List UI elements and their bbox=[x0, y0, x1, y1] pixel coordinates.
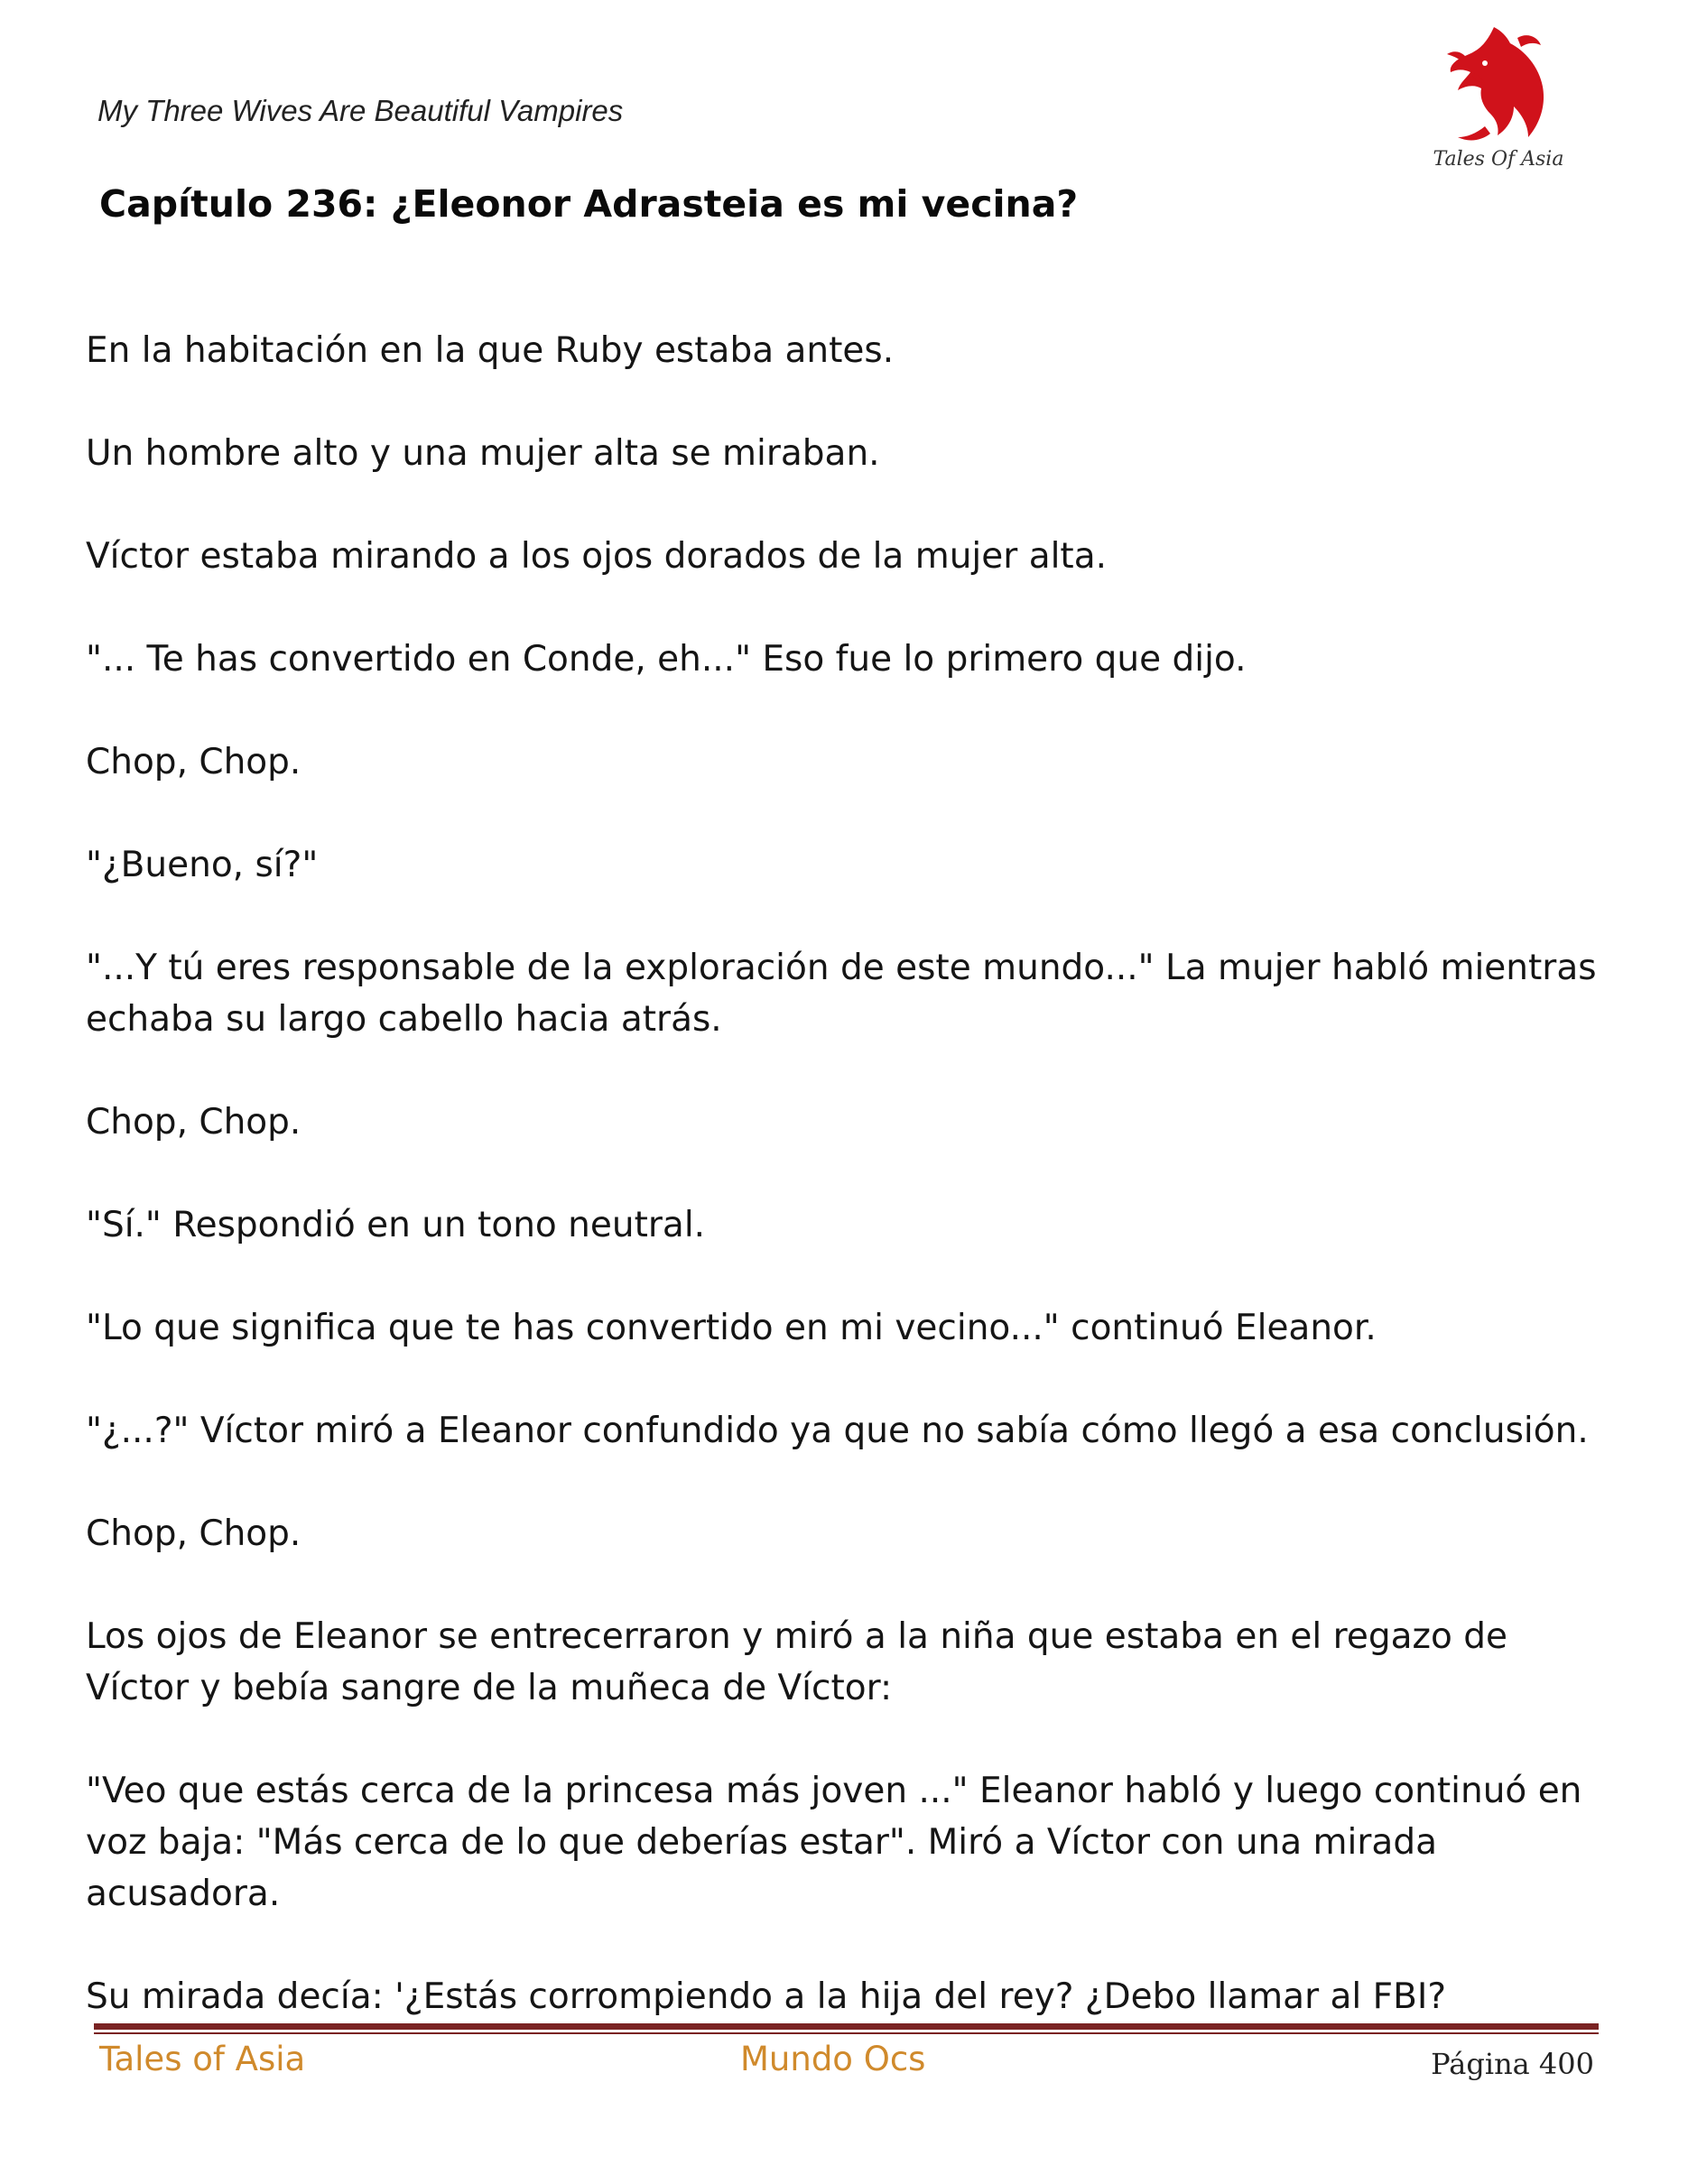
paragraph: Su mirada decía: '¿Estás corrompiendo a la hija del rey? ¿Debo llamar al FBI? bbox=[86, 1976, 1447, 2017]
footer-site-name: Tales of Asia bbox=[99, 2040, 306, 2078]
paragraph: Chop, Chop. bbox=[86, 1102, 301, 1143]
paragraph: "¿...?" Víctor miró a Eleanor confundido ya que no sabía cómo llegó a esa conclusión. bbox=[86, 1411, 1589, 1451]
red-dragon-logo-icon bbox=[1431, 20, 1566, 151]
paragraph: Un hombre alto y una mujer alta se miraban. bbox=[86, 433, 880, 474]
footer-divider-thin bbox=[94, 2032, 1599, 2034]
paragraph: Los ojos de Eleanor se entrecerraron y miró a la niña que estaba en el regazo de Víctor y bebía sangre de la muñeca de Víctor: bbox=[86, 1616, 1519, 1708]
paragraph: "... Te has convertido en Conde, eh..." Eso fue lo primero que dijo. bbox=[86, 639, 1247, 680]
footer-section-name: Mundo Ocs bbox=[740, 2040, 926, 2078]
book-title: My Three Wives Are Beautiful Vampires bbox=[97, 94, 624, 127]
paragraph: En la habitación en la que Ruby estaba antes. bbox=[86, 330, 895, 371]
page-number: Página 400 bbox=[1431, 2047, 1594, 2081]
footer-divider bbox=[94, 2023, 1599, 2030]
paragraph: "...Y tú eres responsable de la exploración de este mundo..." La mujer habló mientras echaba su largo cabello hacia atrás. bbox=[86, 948, 1608, 1040]
paragraph: "Veo que estás cerca de la princesa más joven ..." Eleanor habló y luego continuó en voz baja: "Más cerca de lo que deberías estar". Miró a Víctor con una mirada acusadora. bbox=[86, 1771, 1593, 1914]
paragraph: "Sí." Respondió en un tono neutral. bbox=[86, 1205, 706, 1245]
logo-text: Tales Of Asia bbox=[1433, 148, 1564, 171]
chapter-title: Capítulo 236: ¿Eleonor Adrasteia es mi vecina? bbox=[99, 182, 1079, 226]
paragraph: "Lo que significa que te has convertido en mi vecino..." continuó Eleanor. bbox=[86, 1308, 1377, 1348]
paragraph: Víctor estaba mirando a los ojos dorados de la mujer alta. bbox=[86, 536, 1108, 577]
paragraph: Chop, Chop. bbox=[86, 742, 301, 782]
tales-of-asia-logo bbox=[1431, 20, 1566, 182]
chapter-body bbox=[86, 325, 1620, 2074]
paragraph: "¿Bueno, sí?" bbox=[86, 845, 319, 885]
paragraph: Chop, Chop. bbox=[86, 1513, 301, 1554]
